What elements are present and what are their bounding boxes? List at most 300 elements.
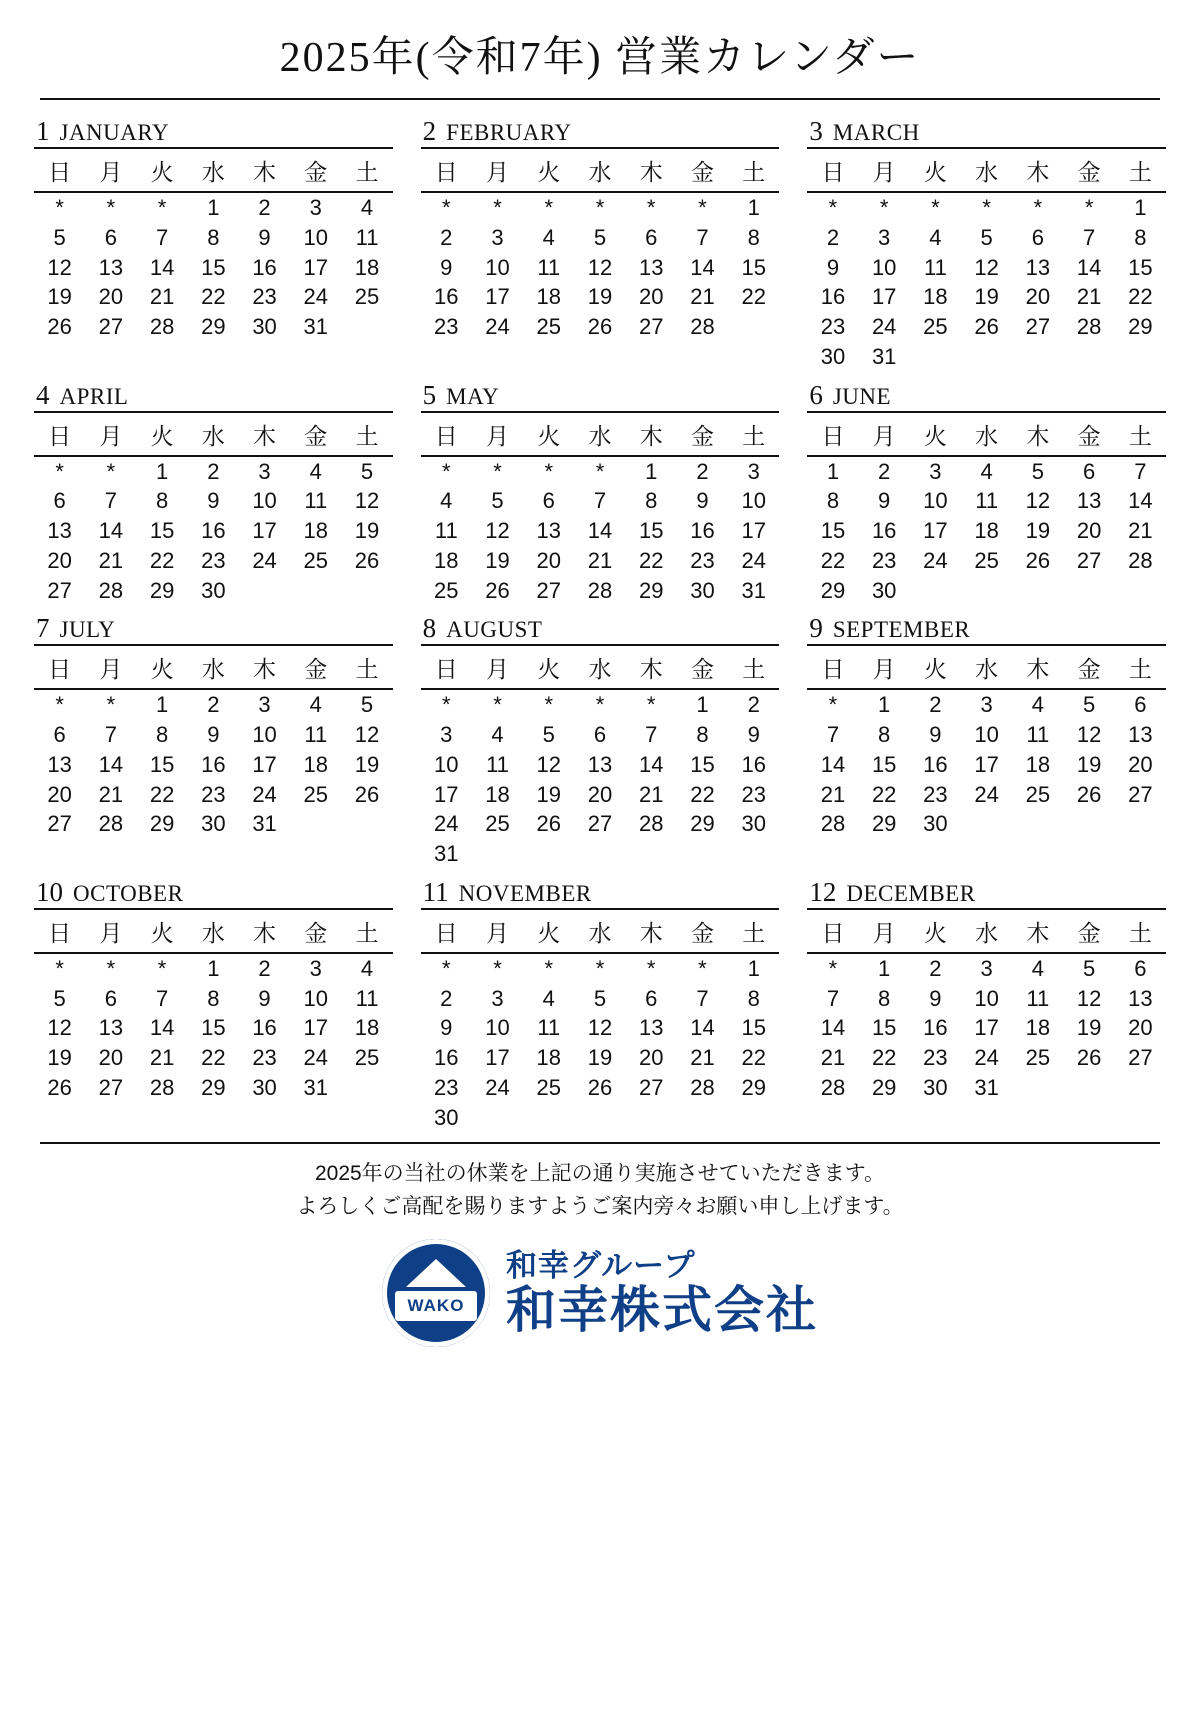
week-row: [421, 1013, 780, 1043]
day-cell: 11: [486, 751, 509, 777]
day-cell: 10: [741, 488, 766, 514]
weekday-header: 土: [1115, 912, 1166, 953]
week-row: [34, 253, 393, 283]
day-cell: 21: [149, 1045, 175, 1070]
weekday-header: 火: [136, 648, 187, 689]
day-cell: 30: [871, 577, 897, 603]
weekday-header: 月: [859, 912, 910, 953]
week-row: [807, 576, 1166, 606]
weekday-header: 火: [910, 648, 961, 689]
day-cell: 10: [974, 722, 999, 747]
filler-cell: *: [157, 955, 167, 981]
day-cell: 11: [304, 488, 328, 514]
weekday-header: 金: [290, 151, 341, 192]
day-cell: 17: [923, 518, 948, 543]
weekday-header: 火: [523, 648, 574, 689]
day-cell: 2: [929, 955, 942, 981]
day-cell: 6: [104, 224, 117, 250]
day-cell: 6: [104, 985, 117, 1011]
day-cell: 26: [1025, 547, 1051, 573]
weekday-header: 土: [341, 912, 392, 953]
day-cell: 13: [1128, 985, 1153, 1011]
day-cell: 28: [149, 314, 175, 339]
day-cell: 24: [871, 314, 897, 339]
month-header: [34, 118, 393, 149]
week-row: [421, 689, 780, 720]
week-row: [34, 312, 393, 342]
filler-cell: *: [828, 195, 838, 220]
weekday-header: 日: [34, 151, 85, 192]
day-cell: 31: [252, 811, 277, 837]
weekday-header: 月: [85, 912, 136, 953]
day-cell: 4: [980, 458, 993, 484]
day-cell: 30: [201, 811, 226, 837]
day-cell: 13: [638, 1015, 664, 1041]
day-cell: 10: [434, 751, 459, 777]
week-row: [421, 312, 780, 342]
empty-cell: [1012, 576, 1063, 606]
empty-cell: [523, 839, 574, 869]
weekday-header: 土: [341, 648, 392, 689]
weekday-header: 水: [961, 415, 1012, 456]
day-cell: 22: [741, 284, 766, 310]
month-block: [807, 876, 1166, 1133]
day-cell: 11: [537, 1015, 561, 1041]
week-row: [807, 984, 1166, 1014]
weekday-header: 水: [188, 648, 239, 689]
week-row: [421, 456, 780, 487]
day-cell: 20: [1025, 284, 1051, 310]
filler-cell: *: [698, 955, 707, 981]
filler-cell: *: [55, 458, 64, 484]
day-cell: 24: [252, 547, 277, 573]
day-cell: 14: [690, 1015, 715, 1041]
day-cell: 12: [485, 518, 510, 543]
day-cell: 19: [974, 284, 999, 310]
day-cell: 21: [690, 1045, 715, 1070]
day-cell: 28: [149, 1074, 175, 1100]
day-cell: 17: [252, 751, 277, 777]
filler-cell: *: [828, 692, 838, 718]
month-block: [34, 118, 393, 372]
day-cell: 7: [104, 488, 117, 514]
day-cell: 11: [434, 518, 458, 543]
day-cell: 5: [542, 722, 555, 747]
weekday-header: 木: [1012, 415, 1063, 456]
weekday-header: 水: [574, 912, 625, 953]
day-cell: 1: [155, 458, 169, 484]
month-header: [421, 118, 780, 149]
notice-line-1: 2025年の当社の休業を上記の通り実施させていただきます。: [314, 1162, 886, 1186]
day-cell: 1: [645, 458, 658, 484]
empty-cell: [677, 839, 728, 869]
day-cell: 19: [1025, 518, 1051, 543]
day-cell: 22: [741, 1045, 766, 1070]
day-cell: 5: [53, 985, 66, 1011]
filler-cell: *: [55, 692, 64, 718]
weekday-header: 土: [341, 151, 392, 192]
month-number: 4: [36, 379, 50, 410]
day-cell: 7: [1082, 224, 1096, 250]
filler-cell: *: [544, 692, 554, 718]
day-cell: 19: [1076, 1015, 1102, 1041]
empty-cell: [472, 1103, 523, 1133]
weekday-header: 金: [290, 415, 341, 456]
day-cell: 18: [303, 518, 329, 543]
day-cell: 31: [303, 314, 329, 339]
month-header: [807, 615, 1166, 646]
day-cell: 1: [155, 692, 169, 718]
day-cell: 5: [1031, 458, 1044, 484]
day-cell: 29: [149, 811, 175, 837]
day-cell: 11: [975, 488, 999, 514]
day-cell: 1: [878, 955, 891, 981]
day-cell: 23: [690, 547, 715, 573]
day-cell: 6: [1134, 692, 1147, 718]
day-cell: 27: [98, 314, 124, 339]
day-cell: 7: [1134, 458, 1147, 484]
month-calendar-table: [34, 415, 393, 606]
day-cell: 10: [303, 224, 329, 250]
day-cell: 3: [929, 458, 942, 484]
empty-cell: [1012, 1073, 1063, 1103]
weekday-header: 木: [626, 912, 677, 953]
month-name: AUGUST: [446, 617, 543, 643]
empty-cell: [626, 1103, 677, 1133]
weekday-header: 日: [807, 151, 858, 192]
day-cell: 26: [1076, 781, 1102, 807]
day-cell: 24: [485, 314, 510, 339]
day-cell: 15: [1128, 254, 1153, 280]
day-cell: 4: [542, 985, 555, 1011]
weekday-header: 火: [523, 415, 574, 456]
filler-cell: *: [493, 955, 502, 981]
day-cell: 2: [258, 195, 271, 220]
day-cell: 14: [820, 1015, 846, 1041]
empty-cell: [1115, 576, 1166, 606]
day-cell: 4: [309, 692, 322, 718]
day-cell: 12: [47, 1015, 72, 1041]
week-row: [421, 953, 780, 984]
day-cell: 27: [47, 577, 72, 603]
weekday-header: 日: [807, 912, 858, 953]
day-cell: 19: [354, 751, 380, 777]
day-cell: 18: [485, 781, 510, 807]
day-cell: 10: [923, 488, 948, 514]
weekday-header: 金: [677, 151, 728, 192]
month-block: [807, 615, 1166, 869]
month-number: 8: [422, 613, 437, 644]
day-cell: 13: [98, 1015, 124, 1041]
day-cell: 5: [491, 488, 504, 514]
month-header: [807, 379, 1166, 413]
filler-cell: *: [646, 195, 656, 220]
day-cell: 22: [201, 284, 226, 310]
week-row: [421, 576, 780, 606]
day-cell: 18: [536, 1045, 561, 1070]
day-cell: 14: [1076, 254, 1102, 280]
day-cell: 26: [536, 811, 561, 837]
week-row: [34, 720, 393, 750]
day-cell: 25: [923, 314, 948, 339]
weekday-header: 火: [910, 151, 961, 192]
day-cell: 15: [741, 1015, 766, 1041]
filler-cell: *: [544, 458, 554, 484]
day-cell: 13: [47, 518, 72, 543]
month-block: [807, 379, 1166, 606]
week-row: [807, 253, 1166, 283]
month-header: [421, 379, 780, 413]
day-cell: 3: [878, 224, 891, 250]
month-name: JANUARY: [59, 120, 170, 145]
day-cell: 8: [878, 985, 891, 1011]
week-row: [421, 750, 780, 780]
day-cell: 9: [207, 722, 220, 747]
week-row: [421, 253, 780, 283]
day-cell: 31: [974, 1074, 999, 1100]
day-cell: 25: [485, 811, 510, 837]
week-row: [34, 576, 393, 606]
day-cell: 4: [1031, 955, 1044, 981]
day-cell: 22: [201, 1045, 226, 1070]
day-cell: 10: [252, 722, 277, 747]
weekday-header: 月: [859, 151, 910, 192]
day-cell: 9: [696, 488, 709, 514]
weekday-header: 月: [472, 415, 523, 456]
day-cell: 27: [638, 1074, 664, 1100]
week-row: [34, 750, 393, 780]
empty-cell: [910, 576, 961, 606]
day-cell: 29: [638, 577, 664, 603]
weekday-header: 火: [523, 912, 574, 953]
week-row: [807, 223, 1166, 253]
week-row: [807, 456, 1166, 487]
weekday-header: 月: [472, 151, 523, 192]
week-row: [807, 282, 1166, 312]
day-cell: 24: [974, 1045, 999, 1070]
month-header: [807, 876, 1166, 910]
month-calendar-table: [807, 415, 1166, 606]
week-row: [34, 953, 393, 984]
day-cell: 7: [104, 722, 117, 747]
day-cell: 21: [1076, 284, 1102, 310]
footer-divider: [40, 1142, 1160, 1144]
empty-cell: [728, 839, 779, 869]
empty-cell: [341, 1073, 392, 1103]
day-cell: 13: [587, 751, 613, 777]
weekday-header: 木: [239, 151, 290, 192]
day-cell: 3: [980, 955, 993, 981]
month-name: SEPTEMBER: [832, 617, 971, 643]
day-cell: 19: [47, 284, 72, 310]
week-row: [421, 1043, 780, 1073]
week-row: [421, 1103, 780, 1133]
day-cell: 24: [303, 1045, 329, 1070]
weekday-header: 木: [1012, 648, 1063, 689]
day-cell: 23: [923, 1045, 948, 1070]
day-cell: 2: [258, 955, 271, 981]
day-cell: 7: [696, 224, 709, 250]
day-cell: 31: [871, 343, 897, 369]
filler-cell: *: [828, 955, 838, 981]
day-cell: 24: [434, 811, 459, 837]
day-cell: 17: [252, 518, 277, 543]
day-cell: 6: [645, 985, 658, 1011]
month-number: 1: [36, 116, 50, 146]
empty-cell: [728, 1103, 779, 1133]
day-cell: 18: [923, 284, 948, 310]
day-cell: 18: [974, 518, 999, 543]
filler-cell: *: [1033, 195, 1043, 220]
day-cell: 12: [47, 254, 72, 280]
day-cell: 29: [820, 577, 846, 603]
day-cell: 2: [878, 458, 891, 484]
day-cell: 21: [587, 547, 613, 573]
day-cell: 7: [155, 224, 169, 250]
month-calendar-table: [421, 912, 780, 1133]
week-row: [807, 809, 1166, 839]
week-row: [807, 1073, 1166, 1103]
day-cell: 1: [878, 692, 891, 718]
weekday-header: 月: [85, 415, 136, 456]
filler-cell: *: [441, 195, 451, 220]
day-cell: 10: [485, 254, 510, 280]
empty-cell: [574, 1103, 625, 1133]
day-cell: 4: [360, 955, 374, 981]
month-calendar-table: [421, 415, 780, 606]
day-cell: 23: [923, 781, 948, 807]
weekday-header: 金: [1064, 415, 1115, 456]
day-cell: 16: [690, 518, 715, 543]
week-row: [421, 839, 780, 869]
day-cell: 28: [98, 577, 124, 603]
weekday-header: 月: [472, 648, 523, 689]
day-cell: 15: [149, 751, 175, 777]
day-cell: 11: [355, 224, 379, 250]
day-cell: 23: [820, 314, 846, 339]
day-cell: 17: [434, 781, 459, 807]
day-cell: 19: [47, 1045, 72, 1070]
day-cell: 16: [201, 518, 226, 543]
filler-cell: *: [106, 195, 116, 220]
day-cell: 28: [587, 577, 613, 603]
day-cell: 18: [303, 751, 329, 777]
day-cell: 30: [690, 577, 715, 603]
empty-cell: [341, 576, 392, 606]
day-cell: 26: [1076, 1045, 1102, 1070]
weekday-header: 火: [136, 415, 187, 456]
weekday-header: 日: [807, 415, 858, 456]
day-cell: 15: [690, 751, 715, 777]
day-cell: 3: [491, 985, 504, 1011]
weekday-header: 水: [188, 912, 239, 953]
day-cell: 17: [485, 1045, 510, 1070]
day-cell: 2: [826, 224, 840, 250]
day-cell: 25: [536, 314, 561, 339]
day-cell: 26: [47, 314, 72, 339]
day-cell: 24: [303, 284, 329, 310]
brand-company-name: 和幸株式会社: [506, 1281, 818, 1338]
mountain-shape: [406, 1259, 466, 1287]
day-cell: 6: [645, 224, 658, 250]
day-cell: 9: [440, 1015, 453, 1041]
day-cell: 3: [491, 224, 504, 250]
day-cell: 30: [923, 811, 948, 837]
day-cell: 14: [638, 751, 664, 777]
day-cell: 6: [542, 488, 555, 514]
weekday-header: 日: [421, 151, 472, 192]
weekday-header: 土: [1115, 151, 1166, 192]
week-row: [34, 1013, 393, 1043]
day-cell: 10: [252, 488, 277, 514]
day-cell: 5: [593, 224, 607, 250]
week-row: [421, 223, 780, 253]
month-name: APRIL: [59, 383, 129, 409]
day-cell: 16: [871, 518, 897, 543]
month-name: NOVEMBER: [458, 880, 592, 906]
day-cell: 7: [826, 722, 840, 747]
month-name: DECEMBER: [846, 880, 976, 906]
day-cell: 10: [485, 1015, 510, 1041]
weekday-header: 土: [728, 648, 779, 689]
day-cell: 18: [354, 1015, 380, 1041]
day-cell: 16: [741, 751, 766, 777]
day-cell: 1: [747, 955, 760, 981]
day-cell: 20: [1076, 518, 1102, 543]
day-cell: 27: [1025, 314, 1051, 339]
week-row: [807, 689, 1166, 720]
day-cell: 16: [923, 1015, 948, 1041]
day-cell: 18: [1025, 1015, 1051, 1041]
day-cell: 23: [871, 547, 897, 573]
filler-cell: *: [106, 692, 116, 718]
day-cell: 5: [1082, 692, 1096, 718]
weekday-header: 木: [626, 648, 677, 689]
day-cell: 15: [201, 254, 226, 280]
week-row: [807, 1043, 1166, 1073]
day-cell: 17: [871, 284, 897, 310]
day-cell: 2: [747, 692, 760, 718]
day-cell: 11: [355, 985, 379, 1011]
filler-cell: *: [595, 195, 605, 220]
day-cell: 6: [1031, 224, 1044, 250]
day-cell: 17: [974, 1015, 999, 1041]
day-cell: 21: [1128, 518, 1153, 543]
week-row: [421, 282, 780, 312]
weekday-header: 木: [239, 648, 290, 689]
logo-band: [395, 1291, 477, 1321]
day-cell: 1: [207, 195, 220, 220]
empty-cell: [341, 809, 392, 839]
day-cell: 28: [1076, 314, 1102, 339]
day-cell: 27: [587, 811, 613, 837]
day-cell: 12: [1025, 488, 1051, 514]
months-grid: [34, 118, 1166, 1132]
month-number: 5: [422, 379, 437, 410]
weekday-header: 月: [85, 648, 136, 689]
day-cell: 27: [536, 577, 561, 603]
day-cell: 5: [53, 224, 66, 250]
day-cell: 27: [1076, 547, 1102, 573]
day-cell: 27: [1128, 781, 1153, 807]
day-cell: 28: [820, 811, 846, 837]
day-cell: 21: [690, 284, 715, 310]
weekday-header: 月: [859, 648, 910, 689]
weekday-header: 日: [807, 648, 858, 689]
week-row: [807, 780, 1166, 810]
day-cell: 3: [258, 458, 271, 484]
day-cell: 21: [98, 781, 124, 807]
